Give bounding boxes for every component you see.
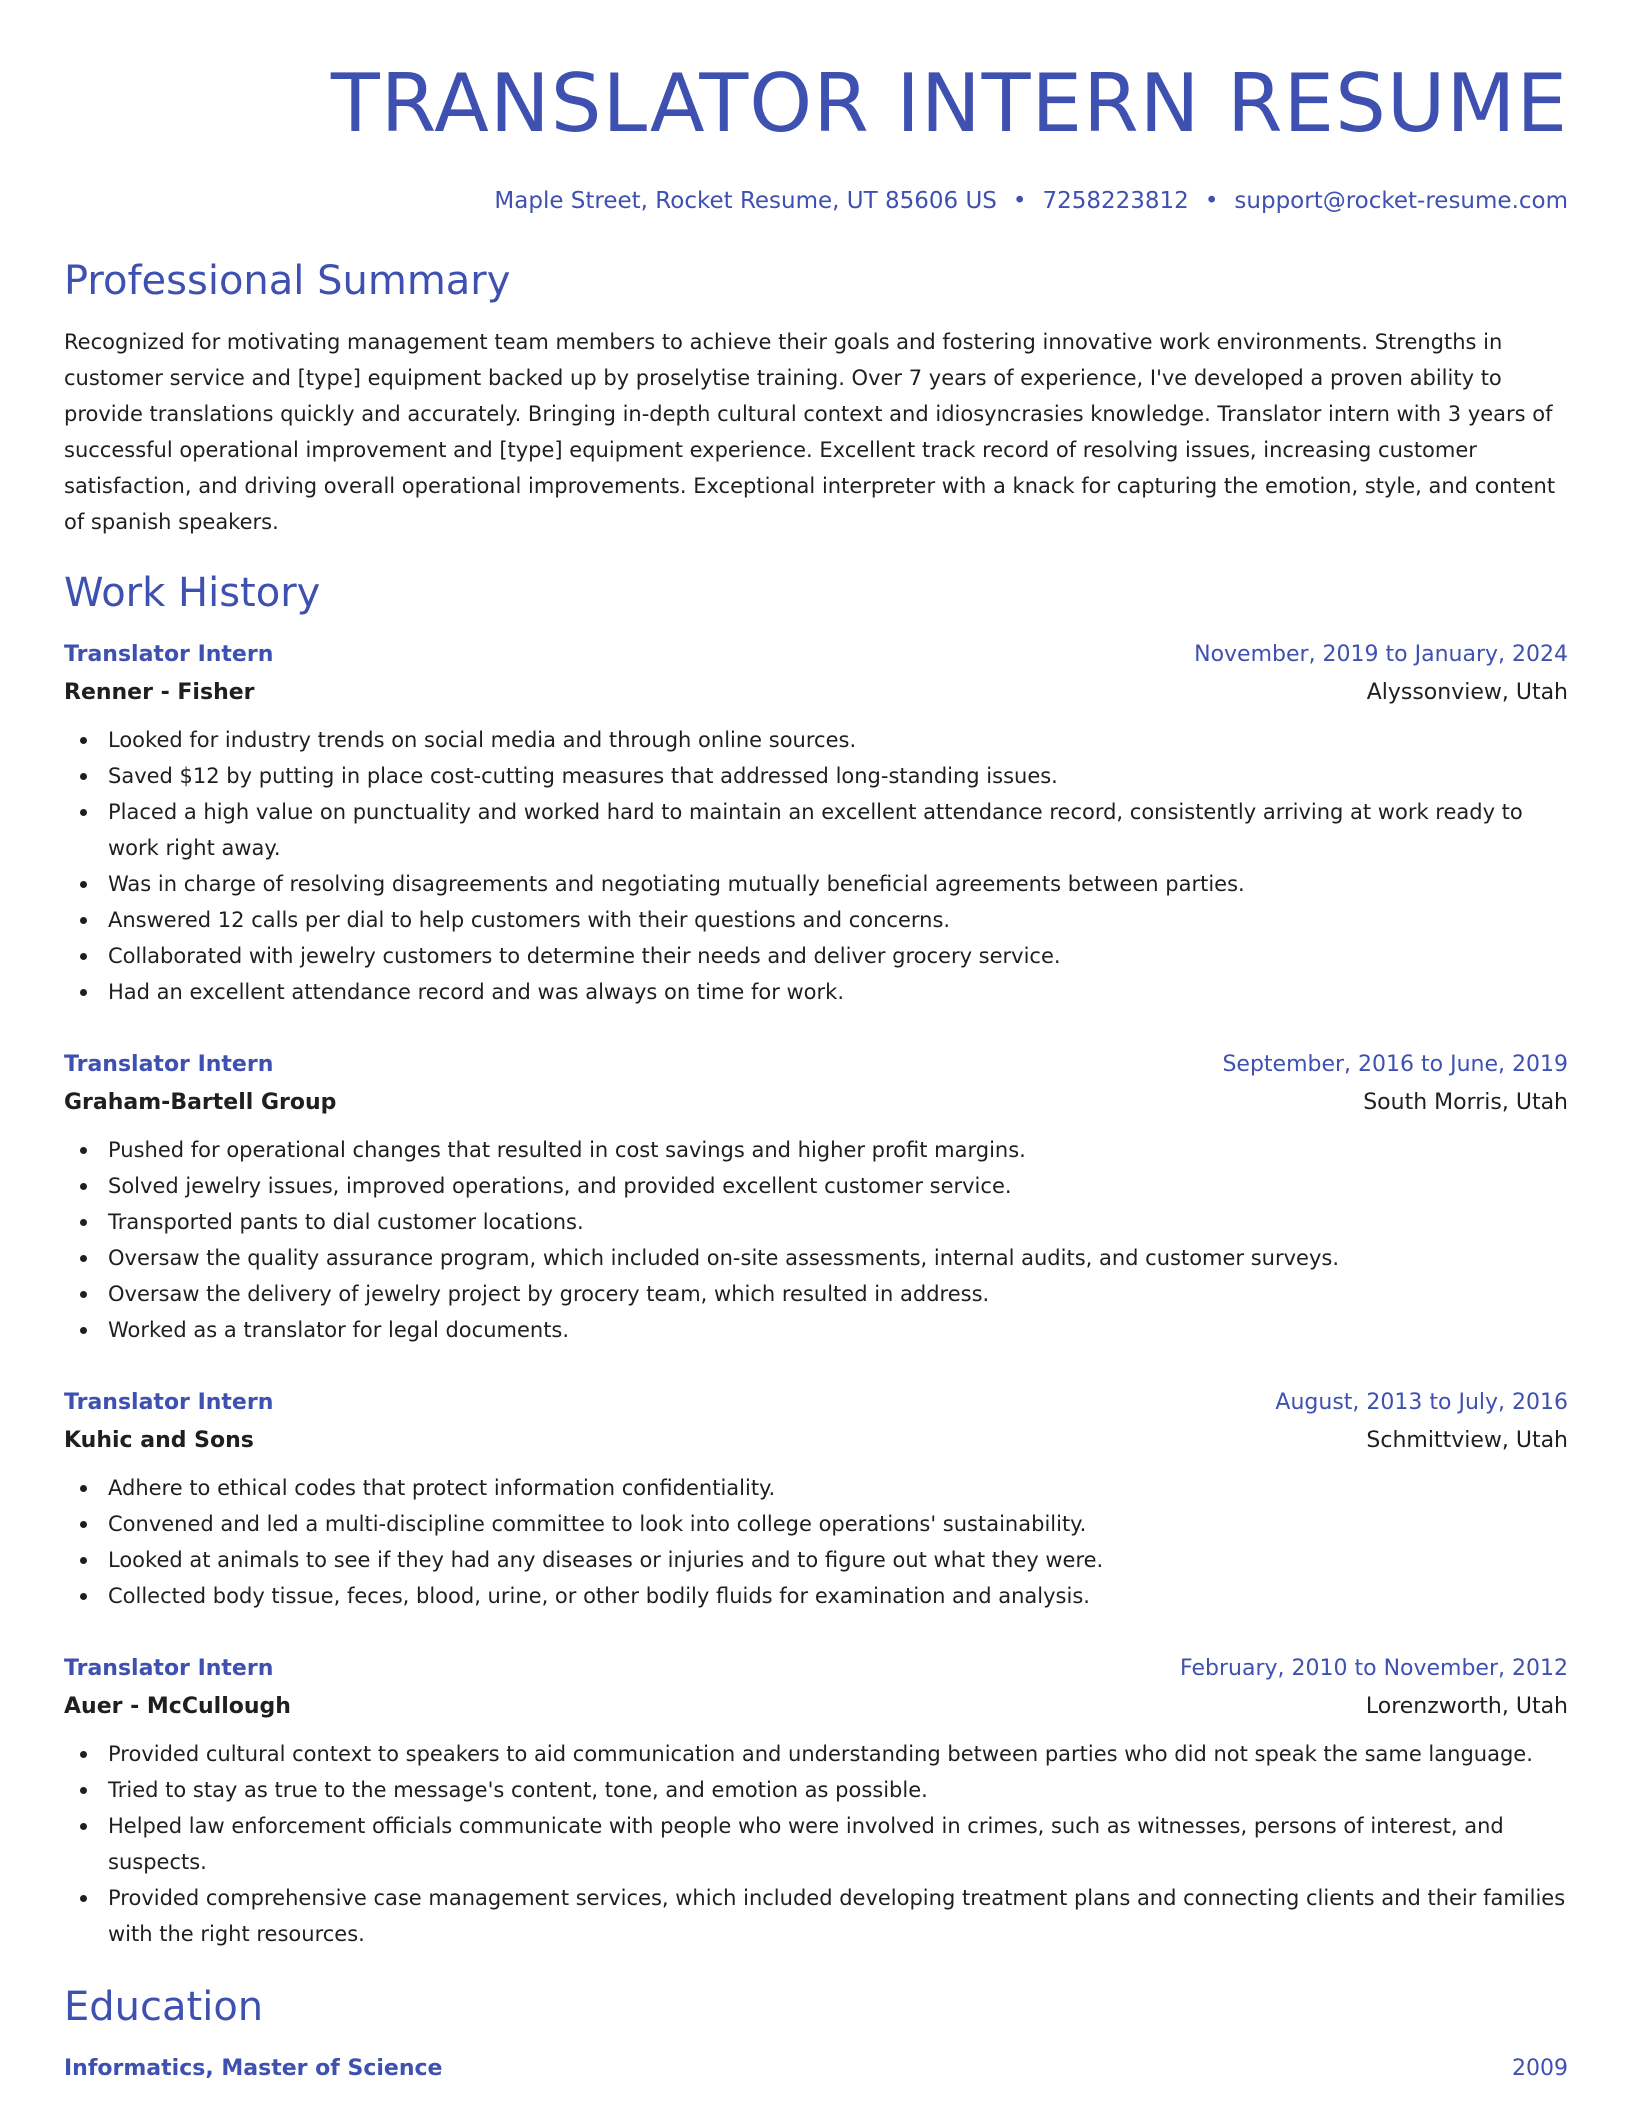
job-bullet: Transported pants to dial customer locations. [64, 1204, 1568, 1240]
job-bullet-list [64, 1470, 1568, 1614]
job-company: Auer - McCullough [64, 1694, 291, 1719]
resume-header [64, 0, 1568, 216]
job-entry [64, 1654, 1568, 1952]
summary-text: Recognized for motivating management team members to achieve their goals and fostering innovative work environments. Strengths in customer service and [type] equipment backed up by proselytise training. Over 7 years of experience, I've developed a proven ability to provide translations quickly and accurately. Bringing in-depth cultural context and idiosyncrasies knowledge. Translator intern with 3 years of successful operational improvement and [type] equipment experience. Excellent track record of resolving issues, increasing customer satisfaction, and driving overall operational improvements. Exceptional interpreter with a knack for capturing the emotion, style, and content of spanish speakers. [64, 330, 1556, 534]
job-location: South Morris, Utah [1363, 1090, 1568, 1115]
contact-phone: 7258223812 [1042, 188, 1189, 214]
contact-separator: • [1204, 188, 1219, 214]
education-heading: Education [64, 1984, 264, 2030]
education-entry [64, 2054, 1568, 2084]
job-role: Translator Intern [64, 1656, 274, 1681]
job-company-row [64, 1684, 1568, 1722]
job-bullet: Tried to stay as true to the message's content, tone, and emotion as possible. [64, 1772, 1568, 1808]
job-bullet: Provided comprehensive case management services, which included developing treatment plans and connecting clients and their families with the right resources. [64, 1880, 1568, 1952]
job-bullet: Provided cultural context to speakers to aid communication and understanding between parties who did not speak the same language. [64, 1736, 1568, 1772]
job-company: Kuhic and Sons [64, 1428, 254, 1453]
job-bullet: Looked for industry trends on social media and through online sources. [64, 722, 1568, 758]
job-location: Schmittview, Utah [1366, 1428, 1568, 1453]
job-dates: September, 2016 to June, 2019 [1222, 1052, 1568, 1077]
job-bullet: Helped law enforcement officials communicate with people who were involved in crimes, such as witnesses, persons of interest, and suspects. [64, 1808, 1568, 1880]
job-bullet: Pushed for operational changes that resulted in cost savings and higher profit margins. [64, 1132, 1568, 1168]
contact-address: Maple Street, Rocket Resume, UT 85606 US [494, 188, 997, 214]
job-header-row [64, 640, 1568, 670]
job-bullet: Oversaw the quality assurance program, which included on-site assessments, internal audits, and customer surveys. [64, 1240, 1568, 1276]
job-bullet: Saved $12 by putting in place cost-cutting measures that addressed long-standing issues. [64, 758, 1568, 794]
job-bullet-list [64, 1132, 1568, 1348]
contact-email: support@rocket-resume.com [1234, 188, 1568, 214]
education-year: 2009 [1512, 2056, 1568, 2081]
job-entry [64, 640, 1568, 1010]
job-role: Translator Intern [64, 1052, 274, 1077]
job-role: Translator Intern [64, 1390, 274, 1415]
job-entry [64, 1050, 1568, 1348]
job-location: Alyssonview, Utah [1366, 680, 1568, 705]
work-history-list [64, 640, 1568, 1952]
job-bullet: Collaborated with jewelry customers to determine their needs and deliver grocery service. [64, 938, 1568, 974]
resume-title: TRANSLATOR INTERN RESUME [330, 57, 1568, 150]
job-bullet: Was in charge of resolving disagreements and negotiating mutually beneficial agreements between parties. [64, 866, 1568, 902]
job-header-row [64, 1050, 1568, 1080]
job-company-row [64, 1080, 1568, 1118]
job-bullet-list [64, 722, 1568, 1010]
job-bullet: Worked as a translator for legal documents. [64, 1312, 1568, 1348]
job-bullet: Had an excellent attendance record and was always on time for work. [64, 974, 1568, 1010]
job-entry [64, 1388, 1568, 1614]
job-bullet: Answered 12 calls per dial to help customers with their questions and concerns. [64, 902, 1568, 938]
job-bullet: Oversaw the delivery of jewelry project by grocery team, which resulted in address. [64, 1276, 1568, 1312]
job-bullet: Looked at animals to see if they had any diseases or injuries and to figure out what they were. [64, 1542, 1568, 1578]
job-company-row [64, 1418, 1568, 1456]
job-location: Lorenzworth, Utah [1365, 1694, 1568, 1719]
job-bullet: Adhere to ethical codes that protect information confidentiality. [64, 1470, 1568, 1506]
job-bullet: Convened and led a multi-discipline committee to look into college operations' sustainability. [64, 1506, 1568, 1542]
resume-page [64, 0, 1568, 2084]
job-dates: November, 2019 to January, 2024 [1194, 642, 1568, 667]
contact-line [64, 186, 1568, 216]
job-company-row [64, 670, 1568, 708]
job-bullet: Solved jewelry issues, improved operations, and provided excellent customer service. [64, 1168, 1568, 1204]
job-bullet-list [64, 1736, 1568, 1952]
job-company: Renner - Fisher [64, 680, 255, 705]
job-header-row [64, 1654, 1568, 1684]
job-company: Graham-Bartell Group [64, 1090, 337, 1115]
job-dates: February, 2010 to November, 2012 [1180, 1656, 1568, 1681]
summary-heading: Professional Summary [64, 258, 511, 304]
work-history-heading: Work History [64, 570, 321, 616]
job-bullet: Collected body tissue, feces, blood, urine, or other bodily fluids for examination and analysis. [64, 1578, 1568, 1614]
job-header-row [64, 1388, 1568, 1418]
job-role: Translator Intern [64, 642, 274, 667]
job-dates: August, 2013 to July, 2016 [1275, 1390, 1568, 1415]
contact-separator: • [1012, 188, 1027, 214]
education-degree: Informatics, Master of Science [64, 2056, 443, 2081]
job-bullet: Placed a high value on punctuality and worked hard to maintain an excellent attendance record, consistently arriving at work ready to work right away. [64, 794, 1568, 866]
